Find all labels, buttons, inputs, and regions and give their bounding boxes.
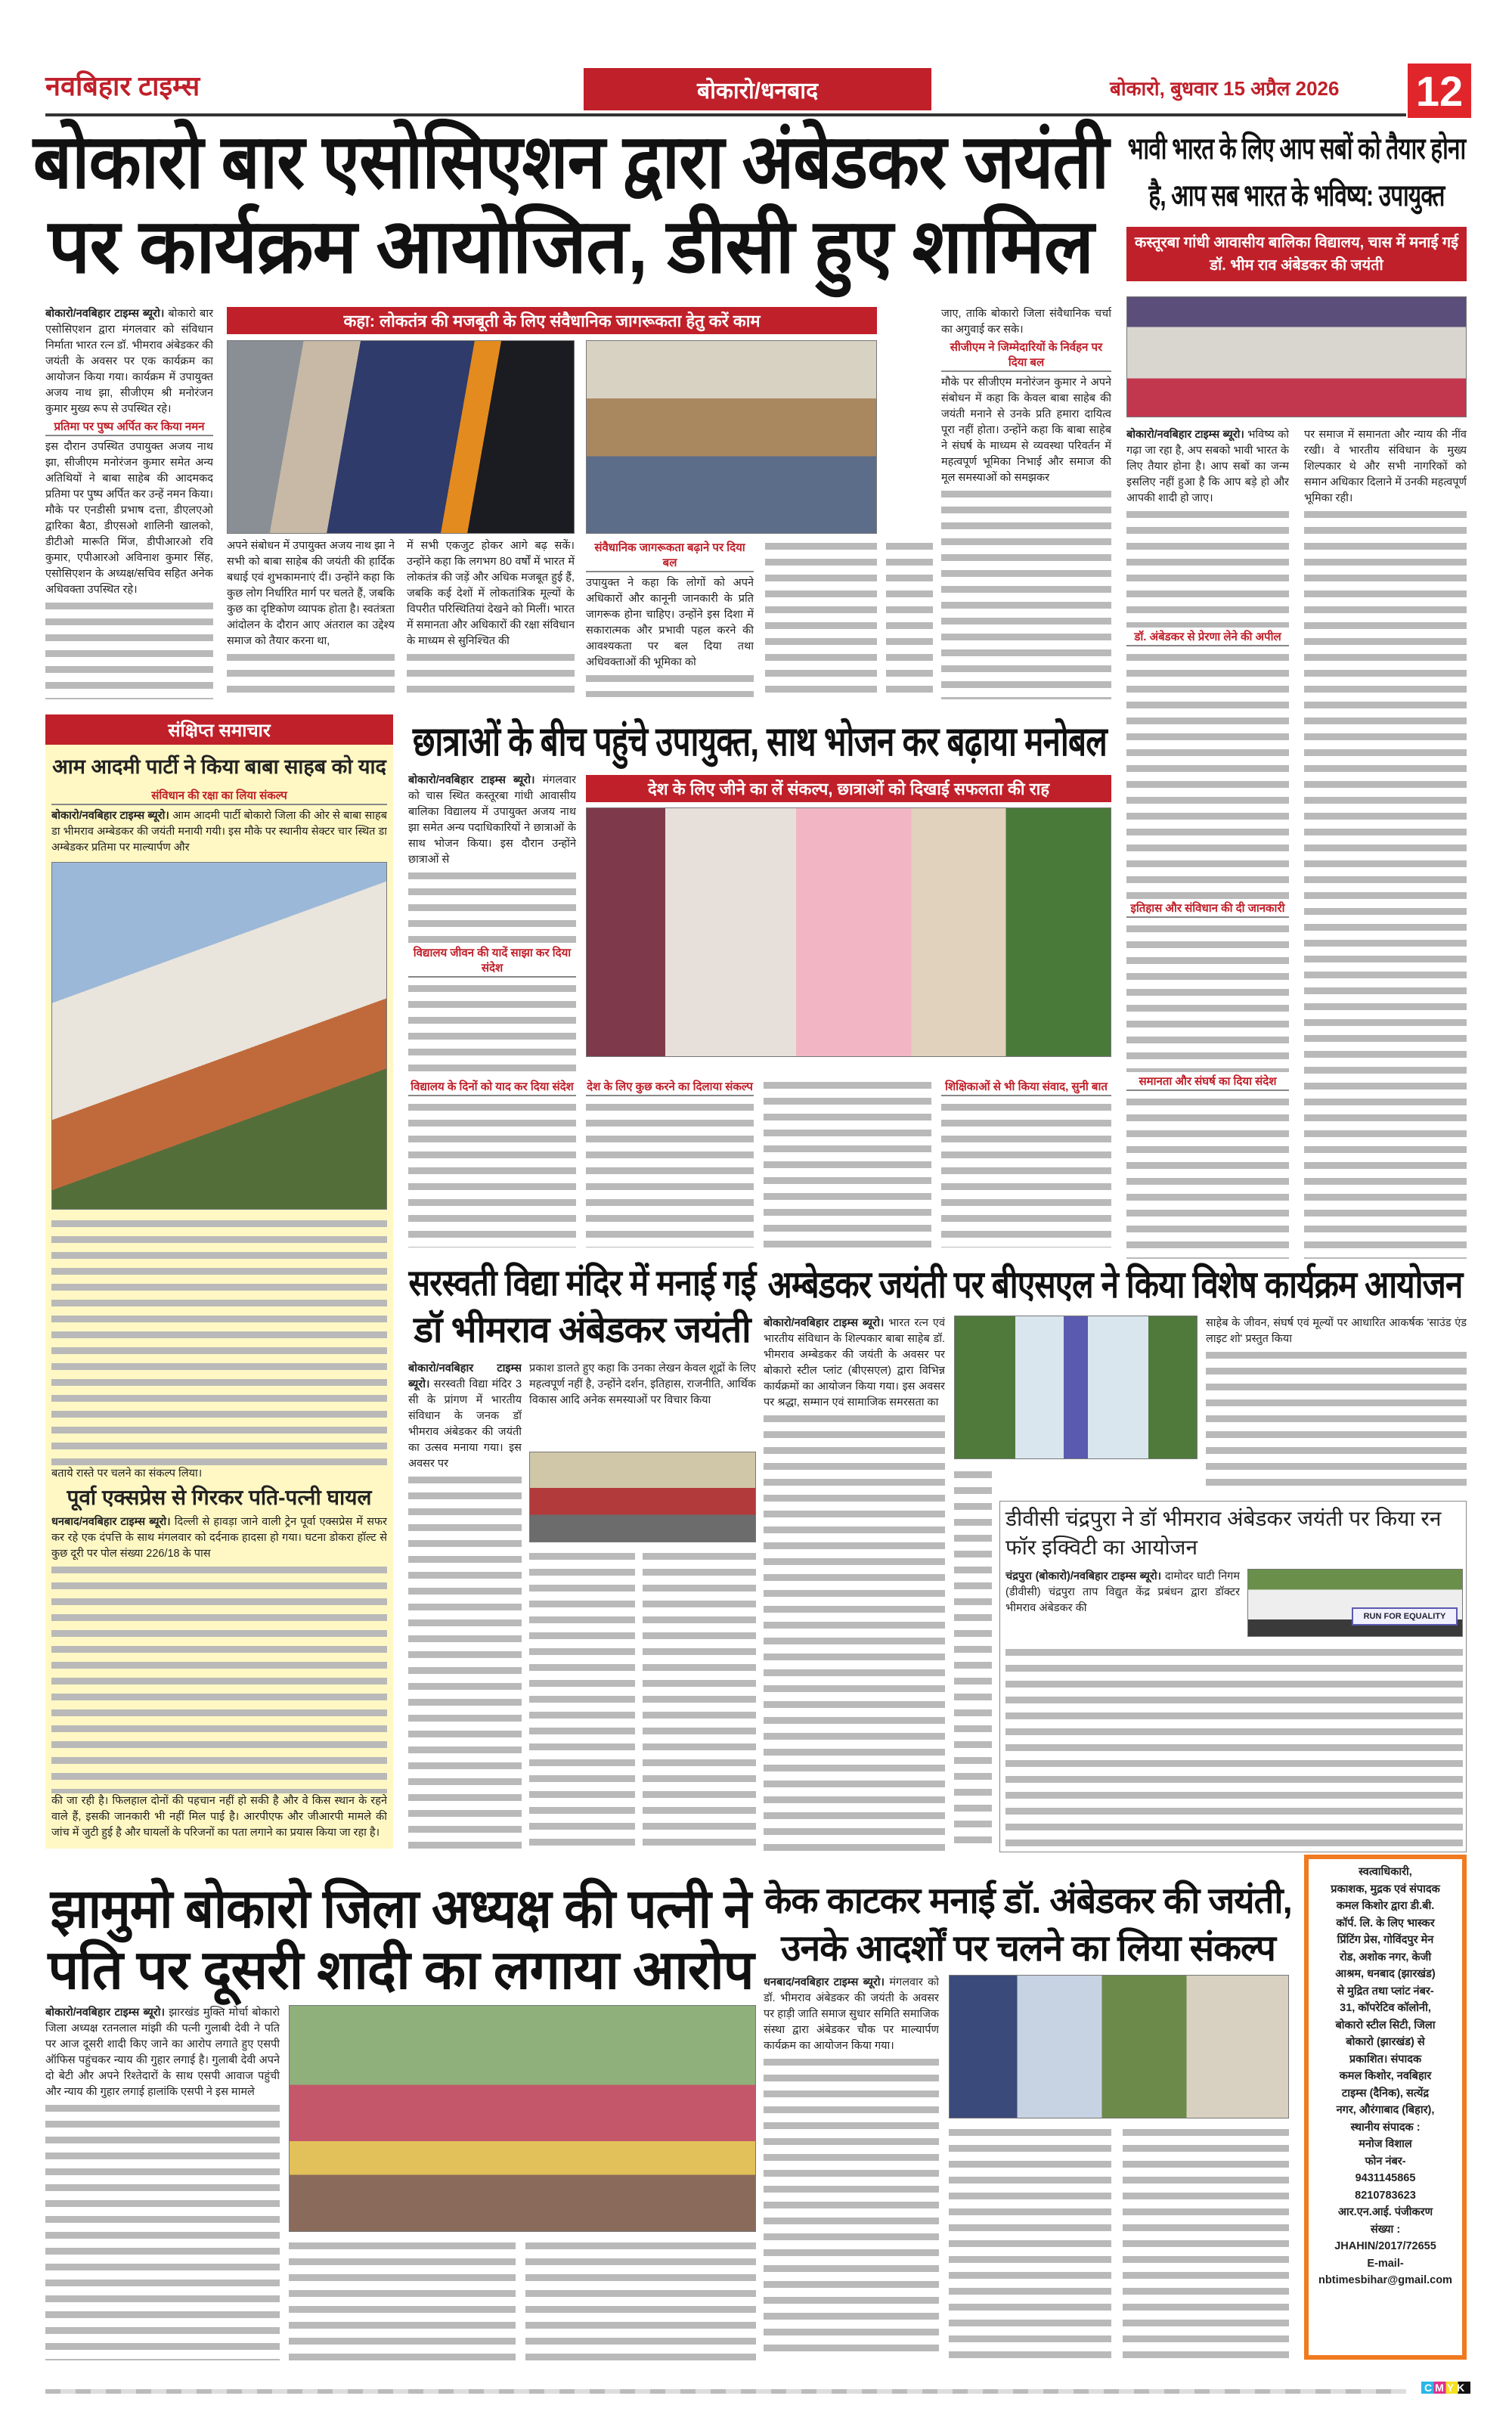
jmm-headline-line2: पति पर दूसरी शादी का लगाया आरोप: [48, 1940, 754, 2001]
bsl-col-1: [764, 1316, 945, 1852]
imprint-line: कमल किशोर, नवबिहार: [1339, 2070, 1432, 2082]
photo-run-for-equality: [1247, 1569, 1463, 1637]
text-filler: [941, 486, 1111, 699]
jmm-col-2: [289, 2238, 516, 2360]
text-filler: [586, 1099, 754, 1247]
imprint-line: कमल किशोर द्वारा डी.बी.: [1336, 1900, 1435, 1912]
dateline: बोकारो/नवबिहार टाइम्स ब्यूरो।: [764, 1317, 885, 1329]
paragraph: दिल्ली से हावड़ा जाने वाली ट्रेन पूर्वा एक्सप्रेस में सफर कर रहे एक दंपत्ति के साथ मंगलवार को दर्दनाक हादसा हो गया। घटना डोकरा हॉल्ट से कुछ दूरी पर पोल संख्या 226/18 के पास: [51, 1516, 387, 1560]
paragraph: इस दौरान उपस्थित उपायुक्त अजय नाथ झा, सीजीएम मनोरंजन कुमार समेत अन्य अतिथियों ने बाबा साहेब की आदमकद प्रतिमा पर पुष्प अर्पित कर उन्हें नमन किया। मौके पर एनडीसी प्रभाष दत्ता, डीएलएओ द्वारिका बैठा, डीएसओ शालिनी खालको, डीटीओ मारूति मिंज, डीपीआरओ रवि कुमार, एपीआरओ अविनाश कुमार सिंह, एसोसिएशन के अध्यक्ष/सचिव सहित अनेक अधिवक्ता उपस्थित रहे।: [45, 441, 213, 596]
subhead: इतिहास और संविधान की दी जानकारी: [1126, 901, 1289, 918]
photo-illuminated-tower: [954, 1316, 1198, 1459]
paragraph: मंगलवार को चास स्थित कस्तूरबा गांधी आवासीय बालिका विद्यालय में उपायुक्त अजय नाथ झा समेत अन्य पदाधिकारियों ने छात्राओं के साथ भोजन किया। इस दौरान उन्होंने छात्राओं से: [408, 774, 576, 866]
aap-article: [51, 786, 387, 1482]
girls-col-2: [408, 1077, 576, 1247]
girls-col-3: [586, 1077, 754, 1247]
imprint-line: रोड, अशोक नगर, केजी: [1339, 1951, 1432, 1963]
girls-col-5: [941, 1077, 1111, 1247]
registration-bar: [45, 2389, 1406, 2394]
side-col-2: [1304, 427, 1467, 1259]
photo-garlanding-portrait: [227, 340, 575, 534]
saraswati-col-1: [408, 1361, 522, 1852]
text-filler: [1206, 1347, 1467, 1489]
text-filler: [408, 981, 576, 1075]
paragraph: सरस्वती विद्या मंदिर 3 सी के प्रांगण में भारतीय संविधान के जनक डॉ भीमराव अंबेडकर की जयंती का उत्सव मनाया गया। इस अवसर पर: [408, 1378, 522, 1470]
subhead: शिक्षिकाओं से भी किया संवाद, सुनी बात: [941, 1080, 1111, 1096]
cake-col-3: [1123, 2125, 1289, 2360]
cmyk-mark: CMYK: [1421, 2382, 1470, 2394]
issue-date: बोकारो, बुधवार 15 अप्रैल 2026: [1110, 77, 1340, 100]
photo-banner-text: RUN FOR EQUALITY: [1352, 1607, 1458, 1626]
text-filler: [949, 2125, 1111, 2360]
paragraph: उपायुक्त ने कहा कि लोगों को अपने अधिकारों और कानूनी जानकारी के प्रति जागरूक होना चाहिए। उन्होंने इस दिशा में सकारात्मक और प्रभावी पहल करने की आवश्यकता पर बल दिया तथा अधिवक्ताओं की भूमिका को: [586, 577, 754, 668]
imprint-box: [1304, 1855, 1467, 2360]
cake-col-2: [949, 2125, 1111, 2360]
saraswati-col-4: [643, 1548, 756, 1852]
paragraph: बोकारो बार एसोसिएशन द्वारा मंगलवार को संविधान निर्माता भारत रत्न डॉ. भीमराव अंबेडकर की जयंती के अवसर पर एक कार्यक्रम का आयोजन किया गया। कार्यक्रम में उपायुक्त अजय नाथ झा, सीजीएम श्री मनोरंजन कुमार मुख्य रूप से उपस्थित रहे।: [45, 308, 213, 415]
paragraph: पर समाज में समानता और न्याय की नींव रखी। वे भारतीय संविधान के मुख्य शिल्पकार थे और सभी नागरिकों को समान अधिकार दिलाने में उनकी महत्वपूर्ण भूमिका रही।: [1304, 429, 1467, 504]
masthead-logo: नवबिहार टाइम्स: [45, 70, 200, 101]
text-filler: [764, 1411, 945, 1852]
train-article: [51, 1514, 387, 1841]
paragraph: बताये रास्ते पर चलने का संकल्प लिया।: [51, 1468, 203, 1480]
dateline: बोकारो/नवबिहार टाइम्स ब्यूरो।: [45, 2007, 165, 2019]
text-filler: [1005, 1644, 1463, 1849]
brief-section-title: संक्षिप्त समाचार: [45, 714, 393, 745]
dateline: चंद्रपुरा (बोकारो)/नवबिहार टाइम्स ब्यूरो।: [1005, 1570, 1162, 1582]
text-filler: [525, 2238, 756, 2360]
paragraph: अपने संबोधन में उपायुक्त अजय नाथ झा ने सभी को बाबा साहेब की जयंती की हार्दिक बधाई एवं शुभकामनाएं दीं। उन्होंने कहा कि कुछ लोग निर्धारित मार्ग पर चलते हैं, जबकि कुछ का दृष्टिकोण व्यापक होता है। स्वतंत्रता आंदोलन के दौरान आए अंतराल का उद्देश्य समाज को तैयार करना था,: [227, 540, 395, 647]
bsl-headline: अम्बेडकर जयंती पर बीएसएल ने किया विशेष कार्यक्रम आयोजन: [767, 1263, 1463, 1306]
text-filler: [529, 1548, 635, 1852]
imprint-line: आर.एन.आई. पंजीकरण: [1337, 2206, 1433, 2218]
dateline: धनबाद/नवबिहार टाइम्स ब्यूरो।: [764, 1976, 885, 1988]
paragraph: में सभी एकजुट होकर आगे बढ़ सकें। उन्होंने कहा कि लगभग 80 वर्षों में भारत में लोकतंत्र की जड़ें और अधिक मजबूत हुई हैं, जबकि कई देशों में लोकतांत्रिक मूल्यों के विपरीत परिस्थितियां देखने को मिलीं। भारत में समानता और अधिकारों की रक्षा संविधान के माध्यम से सुनिश्चित की: [407, 540, 575, 647]
section-label: बोकारो/धनबाद: [584, 68, 931, 110]
saraswati-col-2: [529, 1361, 756, 1448]
text-filler: [227, 649, 395, 697]
imprint-line: फोन नंबर-: [1365, 2155, 1406, 2168]
imprint-line: बोकारो (झारखंड) से: [1346, 2036, 1425, 2048]
imprint-line: nbtimesbihar@gmail.com: [1318, 2274, 1452, 2286]
paragraph: की जा रही है। फिलहाल दोनों की पहचान नहीं हो सकी है और वे किस स्थान के रहने वाले हैं, इसकी जानकारी भी नहीं मिल पाई है। आरपीएफ और जीआरपी मामले की जांच में जुटी हुई है और घायलों के परिजनों का पता लगाने का प्रयास किया जा रहा है।: [51, 1795, 387, 1839]
dateline: बोकारो/नवबिहार टाइम्स ब्यूरो।: [408, 774, 535, 786]
cake-headline-line1: केक काटकर मनाई डॉ. अंबेडकर की जयंती,: [764, 1881, 1292, 1921]
text-filler: [643, 1548, 756, 1852]
photo-students-dining: [586, 807, 1111, 1057]
text-filler: [1126, 507, 1289, 628]
photo-school-event: [529, 1452, 756, 1542]
girls-col-1: [408, 773, 576, 1075]
dateline: धनबाद/नवबिहार टाइम्स ब्यूरो।: [51, 1516, 171, 1528]
jmm-col-1: [45, 2005, 280, 2360]
subhead: समानता और संघर्ष का दिया संदेश: [1126, 1074, 1289, 1091]
paragraph: दामोदर घाटी निगम (डीवीसी) चंद्रपुरा ताप विद्युत केंद्र प्रबंधन द्वारा डॉक्टर भीमराव अंबेडकर की: [1005, 1570, 1240, 1614]
imprint-line: 31, कॉपरेटिव कॉलोनी,: [1340, 2002, 1431, 2014]
dvc-col-1: [1005, 1569, 1240, 1641]
text-filler: [51, 1562, 387, 1793]
side-col-1: [1126, 427, 1289, 1259]
text-filler: [1123, 2125, 1289, 2360]
cake-headline-line2: उनके आदर्शों पर चलने का लिया संकल्प: [781, 1929, 1275, 1969]
jmm-col-3: [525, 2238, 756, 2360]
side-banner: कस्तूरबा गांधी आवासीय बालिका विद्यालय, चास में मनाई गई डॉ. भीम राव अंबेडकर की जयंती: [1126, 227, 1467, 281]
saraswati-headline-line2: डॉ भीमराव अंबेडकर जयंती: [414, 1310, 751, 1350]
text-filler: [407, 649, 575, 697]
imprint-line: बोकारो स्टील सिटी, जिला: [1335, 2019, 1436, 2032]
paragraph: जाए, ताकि बोकारो जिला संवैधानिक चर्चा का अगुवाई कर सके।: [941, 308, 1111, 336]
lead-col-1: [45, 306, 213, 699]
imprint-line: स्थानीय संपादक :: [1350, 2121, 1421, 2134]
saraswati-headline-line1: सरस्वती विद्या मंदिर में मनाई गई: [408, 1263, 756, 1303]
imprint-line: JHAHIN/2017/72655: [1334, 2240, 1436, 2252]
imprint-line: कॉर्प. लि. के लिए भास्कर: [1336, 1917, 1435, 1929]
text-filler: [408, 1472, 522, 1852]
aap-headline: आम आदमी पार्टी ने किया बाबा साहब को याद: [52, 755, 386, 778]
bsl-col-2: [954, 1467, 992, 1852]
saraswati-col-3: [529, 1548, 635, 1852]
dvc-col-2: [1005, 1644, 1463, 1849]
text-filler: [289, 2238, 516, 2360]
text-filler: [45, 2100, 280, 2360]
bsl-col-right: [1206, 1316, 1467, 1489]
text-filler: [764, 2054, 939, 2360]
text-filler: [941, 1099, 1111, 1247]
text-filler: [51, 1216, 387, 1466]
dateline: बोकारो/नवबिहार टाइम्स ब्यूरो।: [51, 810, 169, 822]
text-filler: [408, 1099, 576, 1247]
imprint-line: संख्या :: [1370, 2223, 1401, 2236]
girls-banner: देश के लिए जीने का लें संकल्प, छात्राओं को दिखाई सफलता की राह: [586, 775, 1111, 802]
imprint-line: प्रिंटिंग प्रेस, गोविंदपुर मेन: [1337, 1934, 1434, 1946]
text-filler: [886, 538, 933, 697]
page-number: 12: [1408, 64, 1471, 118]
imprint-line: प्रकाशक, मुद्रक एवं संपादक: [1331, 1883, 1440, 1895]
lead-col-5: [765, 538, 877, 697]
subhead: विद्यालय जीवन की यादें साझा कर दिया संदेश: [408, 946, 576, 978]
text-filler: [1126, 649, 1289, 899]
imprint-line: आश्रम, धनबाद (झारखंड): [1335, 1968, 1436, 1980]
subhead: विद्यालय के दिनों को याद कर दिया संदेश: [408, 1080, 576, 1096]
paragraph: मंगलवार को डॉ. भीमराव अंबेडकर की जयंती के अवसर पर हाड़ी जाति समाज सुधार समिति समाजिक संस्था द्वारा अंबेडकर चौक पर माल्यार्पण कार्यक्रम का आयोजन किया गया।: [764, 1976, 939, 2052]
dvc-headline: डीवीसी चंद्रपुरा ने डॉ भीमराव अंबेडकर जयंती पर किया रन फॉर इक्विटी का आयोजन: [1005, 1507, 1442, 1559]
lead-col-5b: [886, 538, 933, 697]
dateline: बोकारो/नवबिहार टाइम्स ब्यूरो।: [45, 308, 165, 320]
cake-col-1: [764, 1975, 939, 2360]
paragraph: भारत रत्न एवं भारतीय संविधान के शिल्पकार बाबा साहेब डॉ. भीमराव अम्बेडकर की जयंती के अवसर पर बोकारो स्टील प्लांट (बीएसएल) द्वारा विभिन्न कार्यक्रमों का आयोजन किया गया। इस अवसर पर श्रद्धा, सम्मान एवं सामाजिक समरसता का: [764, 1317, 945, 1409]
imprint-line: नगर, औरंगाबाद (बिहार),: [1336, 2104, 1435, 2116]
imprint-line: 8210783623: [1355, 2189, 1416, 2202]
girls-headline: छात्राओं के बीच पहुंचे उपायुक्त, साथ भोजन कर बढ़ाया मनोबल: [412, 719, 1108, 764]
imprint-line: E-mail-: [1367, 2257, 1404, 2270]
jmm-headline-line1: झामुमो बोकारो जिला अध्यक्ष की पत्नी ने: [50, 1879, 751, 1939]
lead-col-4: [586, 538, 754, 697]
imprint-line: 9431145865: [1355, 2172, 1416, 2184]
dateline: बोकारो/नवबिहार टाइम्स ब्यूरो।: [408, 1362, 522, 1390]
girls-col-4: [764, 1077, 931, 1247]
paragraph: साहेब के जीवन, संघर्ष एवं मूल्यों पर आधारित आकर्षक 'साउंड एंड लाइट शो' प्रस्तुत किया: [1206, 1317, 1467, 1345]
paragraph: प्रकाश डालते हुए कहा कि उनका लेखन केवल शूद्रों के लिए महत्वपूर्ण नहीं है, उन्होंने दर्शन, इतिहास, राजनीति, आर्थिक विकास आदि अनेक समस्याओं पर विचार किया: [529, 1362, 756, 1406]
train-headline: पूर्वा एक्सप्रेस से गिरकर पति-पत्नी घायल: [67, 1486, 372, 1509]
imprint-line: मनोज विशाल: [1359, 2138, 1412, 2150]
subhead: संविधान की रक्षा का लिया संकल्प: [51, 789, 387, 805]
paragraph: भविष्य को गढ़ा जा रहा है, अप सबको भावी भारत के लिए तैयार होना है। आप सबों का जन्म इसलिए नहीं हुआ है कि आप बड़े हो और आपकी शादी हो जाए।: [1126, 429, 1289, 504]
text-filler: [1304, 507, 1467, 1259]
lead-col-6: [941, 306, 1111, 699]
imprint-line: से मुद्रित तथा प्लांट नंबर-: [1337, 1985, 1434, 1998]
subhead: प्रतिमा पर पुष्प अर्पित कर किया नमन: [45, 420, 213, 436]
photo-ambedkar-statue: [51, 862, 387, 1210]
imprint-line: प्रकाशित। संपादक: [1349, 2053, 1422, 2066]
text-filler: [586, 671, 754, 697]
text-filler: [954, 1467, 992, 1852]
text-filler: [1126, 1094, 1289, 1259]
imprint-line: टाइम्स (दैनिक), सत्येंद्र: [1341, 2087, 1430, 2100]
lead-headline-line1: बोकारो बार एसोसिएशन द्वारा अंबेडकर जयंती: [33, 119, 1109, 204]
subhead: देश के लिए कुछ करने का दिलाया संकल्प: [586, 1080, 754, 1096]
text-filler: [764, 1077, 931, 1247]
subhead: डॉ. अंबेडकर से प्रेरणा लेने की अपील: [1126, 630, 1289, 646]
photo-audience: [586, 340, 877, 534]
subhead: संवैधानिक जागरूकता बढ़ाने पर दिया बल: [586, 541, 754, 572]
paragraph: मौके पर सीजीएम मनोरंजन कुमार ने अपने संबोधन में कहा कि केवल बाबा साहेब की जयंती मनाने से उनके प्रति हमारा दायित्व पूरा नहीं होता। उन्होंने कहा कि बाबा साहेब ने संघर्ष के माध्यम से व्यवस्था परिवर्तन में महत्वपूर्ण भूमिका निभाई और समाज की मूल समस्याओं को समझकर: [941, 377, 1111, 484]
side-headline: भावी भारत के लिए आप सबों को तैयार होना है, आप सब भारत के भविष्य: उपायुक्त: [1127, 132, 1466, 212]
paragraph: आम आदमी पार्टी बोकारो जिला की ओर से बाबा साहब डा भीमराव अम्बेडकर की जयंती मनायी गयी। इस मौके पर स्थानीय सेक्टर चार स्थित डा अम्बेडकर प्रतिमा पर माल्यार्पण और: [51, 810, 387, 854]
text-filler: [765, 538, 877, 697]
text-filler: [45, 598, 213, 699]
lead-col-2: [227, 538, 395, 697]
photo-women-protest: [289, 2005, 756, 2232]
text-filler: [1126, 921, 1289, 1072]
header-rule: [45, 113, 1406, 116]
subhead: सीजीएम ने जिम्मेदारियों के निर्वहन पर दिया बल: [941, 340, 1111, 372]
lead-banner: कहा: लोकतंत्र की मजबूती के लिए संवैधानिक जागरूकता हेतु करें काम: [227, 307, 877, 334]
lead-col-3: [407, 538, 575, 697]
photo-cake-cutting: [949, 1975, 1289, 2118]
lead-headline-line2: पर कार्यक्रम आयोजित, डीसी हुए शामिल: [48, 204, 1094, 289]
imprint-line: स्वत्वाधिकारी,: [1359, 1866, 1412, 1878]
photo-officials-group: [1126, 296, 1467, 417]
dateline: बोकारो/नवबिहार टाइम्स ब्यूरो।: [1126, 429, 1244, 441]
text-filler: [408, 868, 576, 944]
paragraph: झारखंड मुक्ति मोर्चा बोकारो जिला अध्यक्ष रतनलाल मांझी की पत्नी गुलाबी देवी ने पति पर आज दूसरी शादी किए जाने का आरोप लगाते हुए एसपी ऑफिस पहुंचकर न्याय की गुहार लगाई है। गुलाबी देवी अपने दो बेटी और अपने रिश्तेदारों के साथ एसपी आवाज पहुंची और न्याय की गुहार लगाई हालांकि एसपी ने इस मामले: [45, 2007, 280, 2098]
